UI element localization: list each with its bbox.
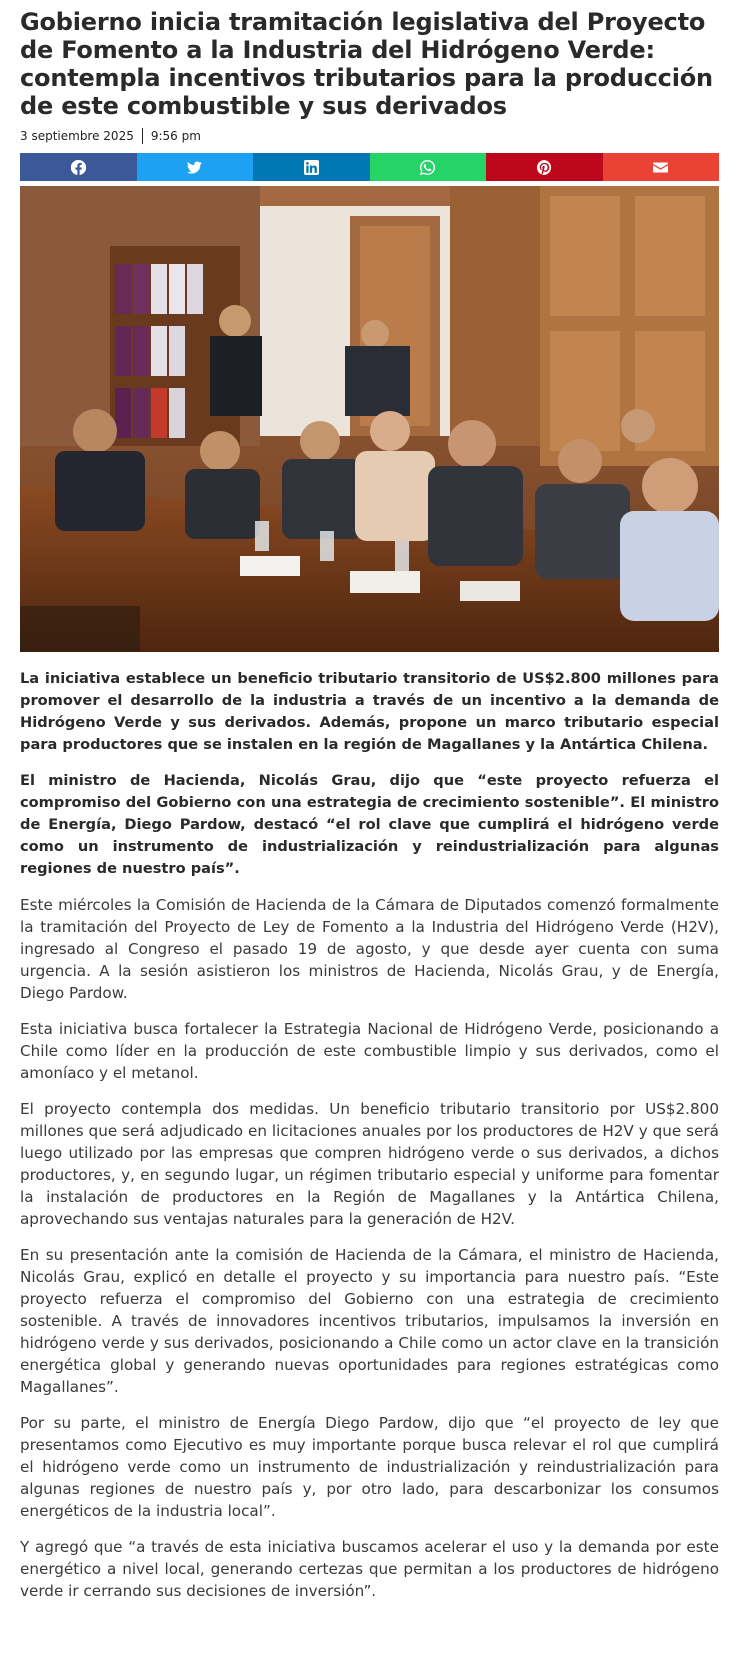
share-linkedin-button[interactable] (253, 153, 370, 181)
body-paragraph: Por su parte, el ministro de Energía Diego Pardow, dijo que “el proyecto de ley que presentamos como Ejecutivo es muy importante porque busca relevar el rol que cumplirá el hidrógeno verde como un instrumento de industrialización y reindustrialización para algunas regiones de nuestro país y, por otro lado, para descarbonizar los consumos energéticos de la industria local”. (20, 1414, 719, 1520)
pinterest-icon (537, 160, 552, 175)
body-paragraph: El proyecto contempla dos medidas. Un beneficio tributario transitorio por US$2.800 millones que será adjudicado en licitaciones anuales por los productores de H2V y que será luego utilizado por las empresas que compren hidrógeno verde o sus derivados, a dichos productores, y, en segundo lugar, un régimen tributario especial y uniforme para fomentar la instalación de productores en la Región de Magallanes y la Antártica Chilena, aprovechando sus ventajas naturales para la generación de H2V. (20, 1100, 719, 1228)
body-paragraph: En su presentación ante la comisión de Hacienda de la Cámara, el ministro de Hacienda, Nicolás Grau, explicó en detalle el proyecto y su importancia para nuestro país. “Este proyecto refuerza el compromiso del Gobierno con una estrategia de crecimiento sostenible. A través de innovadores incentivos tributarios, impulsamos la inversión en hidrógeno verde y sus derivados, posicionando a Chile como un actor clave en la transición energética global y generando nuevas oportunidades para regiones estratégicas como Magallanes”. (20, 1246, 719, 1396)
lead-paragraph: La iniciativa establece un beneficio tributario transitorio de US$2.800 millones para promover el desarrollo de la industria a través de un incentivo a la demanda de Hidrógeno Verde y sus derivados. Además, propone un marco tributario especial para productores que se instalen en la región de Magallanes y la Antártica Chilena. (20, 670, 719, 753)
body-paragraph: Este miércoles la Comisión de Hacienda de la Cámara de Diputados comenzó formalmente la tramitación del Proyecto de Ley de Fomento a la Industria del Hidrógeno Verde (H2V), ingresado al Congreso el pasado 19 de agosto, y que desde ayer cuenta con suma urgencia. A la sesión asistieron los ministros de Hacienda, Nicolás Grau, y de Energía, Diego Pardow. (20, 896, 719, 1002)
article-date: 3 septiembre 2025 (20, 129, 134, 143)
linkedin-icon (304, 160, 319, 175)
article-meta (20, 127, 719, 145)
article-photo (20, 186, 719, 652)
share-whatsapp-button[interactable] (370, 153, 487, 181)
whatsapp-icon (420, 160, 435, 175)
share-pinterest-button[interactable] (486, 153, 603, 181)
article-time: 9:56 pm (150, 129, 201, 143)
article-title: Gobierno inicia tramitación legislativa del Proyecto de Fomento a la Industria del Hidrógeno Verde: contempla incentivos tributarios para la producción de este combustible y sus derivados (20, 8, 713, 120)
body-paragraph: Y agregó que “a través de esta iniciativa buscamos acelerar el uso y la demanda por este energético a nivel local, generando certezas que permitan a los productores de hidrógeno verde ir cerrando sus decisiones de inversión”. (20, 1538, 719, 1600)
email-icon (653, 160, 668, 175)
share-facebook-button[interactable] (20, 153, 137, 181)
share-email-button[interactable] (603, 153, 720, 181)
meeting-photo-illustration (20, 186, 719, 652)
body-paragraph: Esta iniciativa busca fortalecer la Estrategia Nacional de Hidrógeno Verde, posicionando a Chile como líder en la producción de este combustible limpio y sus derivados, como el amoníaco y el metanol. (20, 1020, 719, 1082)
lead-paragraph: El ministro de Hacienda, Nicolás Grau, dijo que “este proyecto refuerza el compromiso del Gobierno con una estrategia de crecimiento sostenible”. El ministro de Energía, Diego Pardow, destacó “el rol clave que cumplirá el hidrógeno verde como un instrumento de industrialización y reindustrialización para algunas regiones de nuestro país”. (20, 772, 719, 877)
twitter-icon (187, 160, 202, 175)
share-bar (20, 153, 719, 181)
share-twitter-button[interactable] (137, 153, 254, 181)
meta-divider (142, 128, 143, 144)
facebook-icon (71, 160, 86, 175)
